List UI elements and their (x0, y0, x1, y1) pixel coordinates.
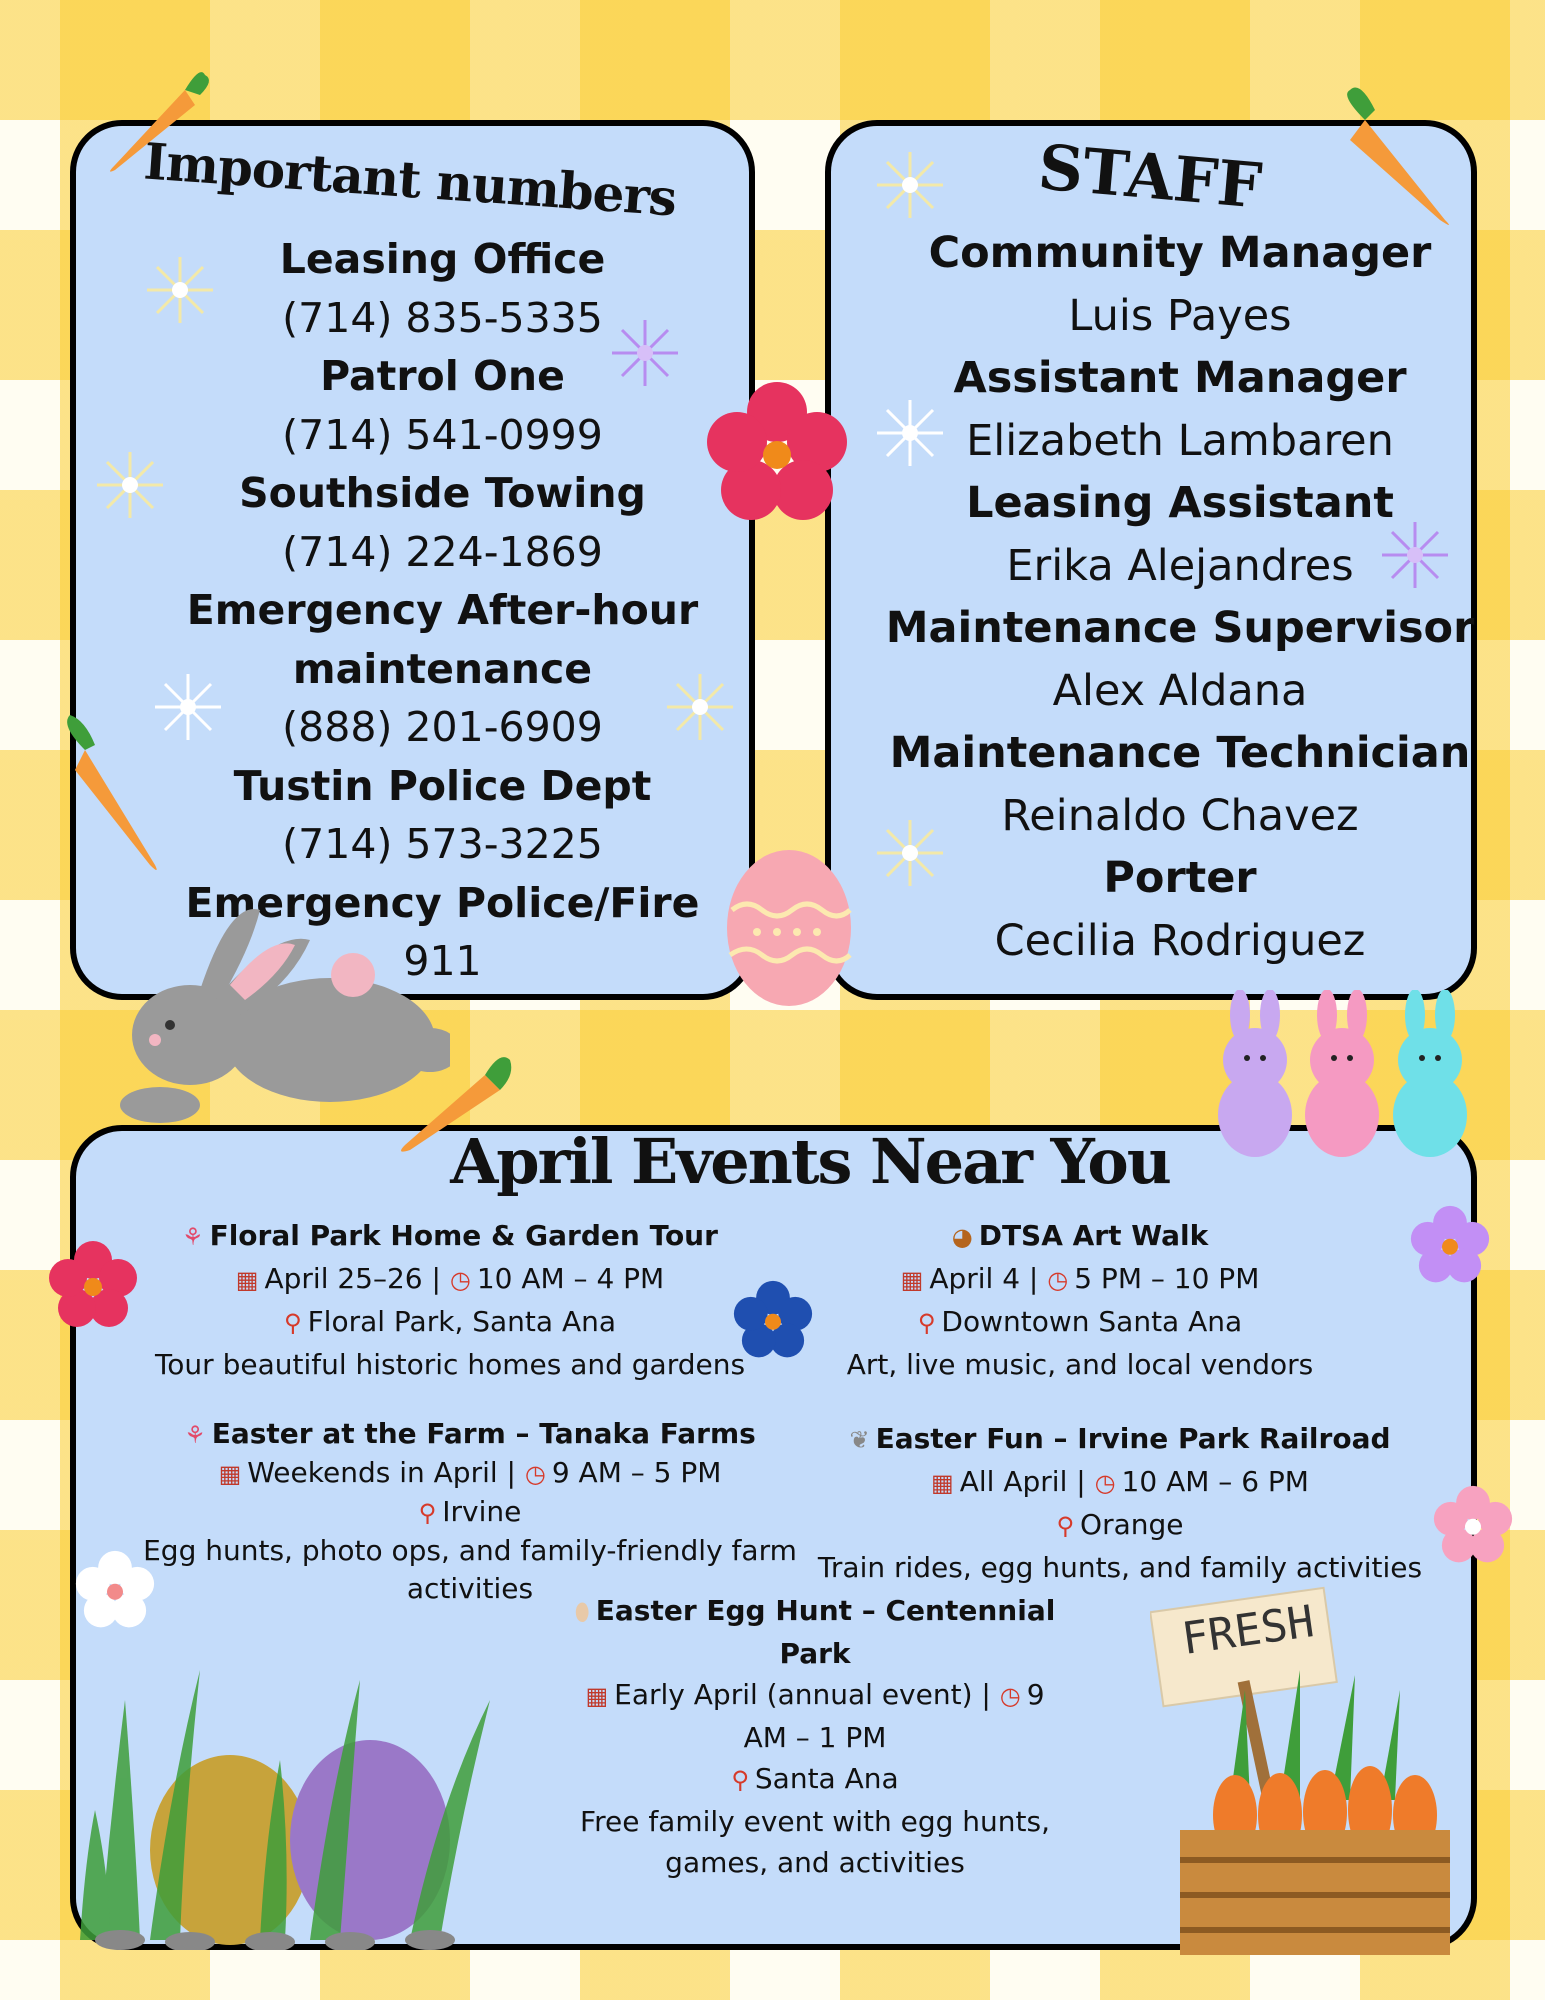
event-item (800, 1215, 1360, 1385)
fresh-sign-text: FRESH (1178, 1596, 1318, 1665)
sparkle-icon (875, 818, 945, 888)
event-name: Easter Egg Hunt – Centennial Park (595, 1594, 1056, 1670)
event-description: Art, live music, and local vendors (846, 1348, 1314, 1381)
event-name: Floral Park Home & Garden Tour (209, 1219, 718, 1252)
staff-role: Maintenance Supervisor (885, 603, 1475, 653)
events-title: April Events Near You (450, 1125, 1170, 1198)
staff-list (870, 222, 1490, 972)
phone-link[interactable]: (888) 201-6909 (282, 703, 603, 751)
event-name: Easter at the Farm – Tanaka Farms (211, 1417, 756, 1450)
number-label: Tustin Police Dept (233, 761, 652, 810)
calendar-icon: ▦ (900, 1266, 924, 1294)
event-name: DTSA Art Walk (978, 1219, 1209, 1252)
carrot-icon (90, 55, 220, 185)
easter-egg-icon (722, 840, 857, 1010)
clock-icon: ◷ (524, 1460, 546, 1488)
event-description: Free family event with egg hunts, games, and activities (580, 1805, 1050, 1879)
event-time: 5 PM – 10 PM (1074, 1262, 1260, 1295)
staff-name: Reinaldo Chavez (1001, 790, 1359, 841)
event-date: April 25–26 | (264, 1262, 450, 1295)
staff-title: STAFF (1035, 130, 1265, 223)
event-time: 10 AM – 4 PM (476, 1262, 665, 1295)
sparkle-icon (875, 150, 945, 220)
event-time: 10 AM – 6 PM (1121, 1465, 1309, 1498)
phone-link[interactable]: (714) 224-1869 (282, 527, 603, 576)
number-label: Emergency After-hour maintenance (186, 586, 699, 693)
event-description: Tour beautiful historic homes and gardens (154, 1348, 746, 1381)
calendar-icon: ▦ (218, 1460, 242, 1488)
pin-icon: ⚲ (418, 1499, 437, 1527)
event-location: Irvine (442, 1495, 522, 1528)
staff-name: Elizabeth Lambaren (966, 415, 1394, 466)
sparkle-icon (665, 672, 735, 742)
staff-name: Luis Payes (1068, 290, 1292, 341)
rabbit-icon: ❦ (849, 1426, 870, 1454)
event-name: Easter Fun – Irvine Park Railroad (875, 1422, 1391, 1455)
staff-role: Assistant Manager (953, 353, 1407, 403)
carrot-icon (1330, 80, 1460, 230)
clock-icon: ◷ (1094, 1469, 1116, 1497)
flower-icon (733, 1280, 813, 1360)
number-label: Leasing Office (279, 235, 606, 283)
phone-link[interactable]: (714) 573-3225 (282, 820, 603, 868)
event-time: 9 AM – 5 PM (551, 1456, 722, 1489)
calendar-icon: ▦ (931, 1469, 954, 1497)
event-item (790, 1418, 1450, 1588)
clock-icon: ◷ (1047, 1266, 1069, 1294)
sparkle-icon (95, 450, 165, 520)
number-label: Emergency Police/Fire (185, 878, 700, 927)
event-item (560, 1590, 1070, 1883)
event-item (150, 1215, 750, 1385)
event-location: Santa Ana (754, 1762, 899, 1795)
staff-role: Porter (1103, 853, 1257, 903)
phone-link[interactable]: (714) 835-5335 (282, 293, 603, 342)
bunny-icon (100, 890, 450, 1160)
phone-link[interactable]: 911 (403, 937, 482, 985)
event-location: Orange (1080, 1508, 1184, 1541)
event-description: Train rides, egg hunts, and family activities (817, 1551, 1423, 1584)
staff-name: Erika Alejandres (1006, 540, 1354, 591)
flower-icon (48, 1240, 138, 1330)
pin-icon: ⚲ (1056, 1512, 1075, 1540)
peeps-icon (1210, 990, 1480, 1160)
tulip-icon: ⚘ (182, 1223, 204, 1251)
calendar-icon: ▦ (235, 1266, 259, 1294)
phone-link[interactable]: (714) 541-0999 (282, 410, 603, 459)
event-date: April 4 | (929, 1262, 1048, 1295)
event-date: Early April (annual event) | (614, 1678, 1000, 1711)
event-date: All April | (959, 1465, 1095, 1498)
staff-role: Maintenance Technician (889, 728, 1471, 778)
flower-icon (75, 1550, 155, 1630)
number-label: Patrol One (320, 352, 565, 400)
pin-icon: ⚲ (731, 1766, 749, 1794)
sparkle-icon (1380, 520, 1450, 590)
event-description: Egg hunts, photo ops, and family-friendly farm activities (143, 1534, 797, 1605)
event-item (140, 1415, 800, 1608)
event-time: 9 AM – 1 PM (743, 1678, 1045, 1754)
sparkle-icon (610, 318, 680, 388)
number-label: Southside Towing (239, 469, 646, 517)
grass-eggs-illustration (80, 1640, 510, 1950)
event-date: Weekends in April | (247, 1456, 525, 1489)
flower-icon (1410, 1205, 1490, 1285)
sparkle-icon (875, 398, 945, 468)
palette-icon: ◕ (951, 1223, 973, 1251)
sparkle-icon (145, 255, 215, 325)
tulip-icon: ⚘ (184, 1421, 206, 1449)
egg-icon: ⬮ (574, 1598, 590, 1626)
event-location: Floral Park, Santa Ana (307, 1305, 617, 1338)
staff-role: Community Manager (928, 228, 1432, 278)
staff-role: Leasing Assistant (966, 478, 1394, 528)
carrot-icon (55, 705, 165, 875)
calendar-icon: ▦ (585, 1682, 609, 1710)
event-location: Downtown Santa Ana (941, 1305, 1243, 1338)
flower-icon (1433, 1485, 1513, 1565)
numbers-title: Important numbers (141, 131, 678, 228)
pin-icon: ⚲ (283, 1309, 302, 1337)
flower-icon (705, 380, 850, 525)
clock-icon: ◷ (449, 1266, 471, 1294)
staff-name: Cecilia Rodriguez (994, 915, 1366, 966)
pin-icon: ⚲ (917, 1309, 936, 1337)
clock-icon: ◷ (999, 1682, 1021, 1710)
staff-name: Alex Aldana (1052, 665, 1308, 716)
